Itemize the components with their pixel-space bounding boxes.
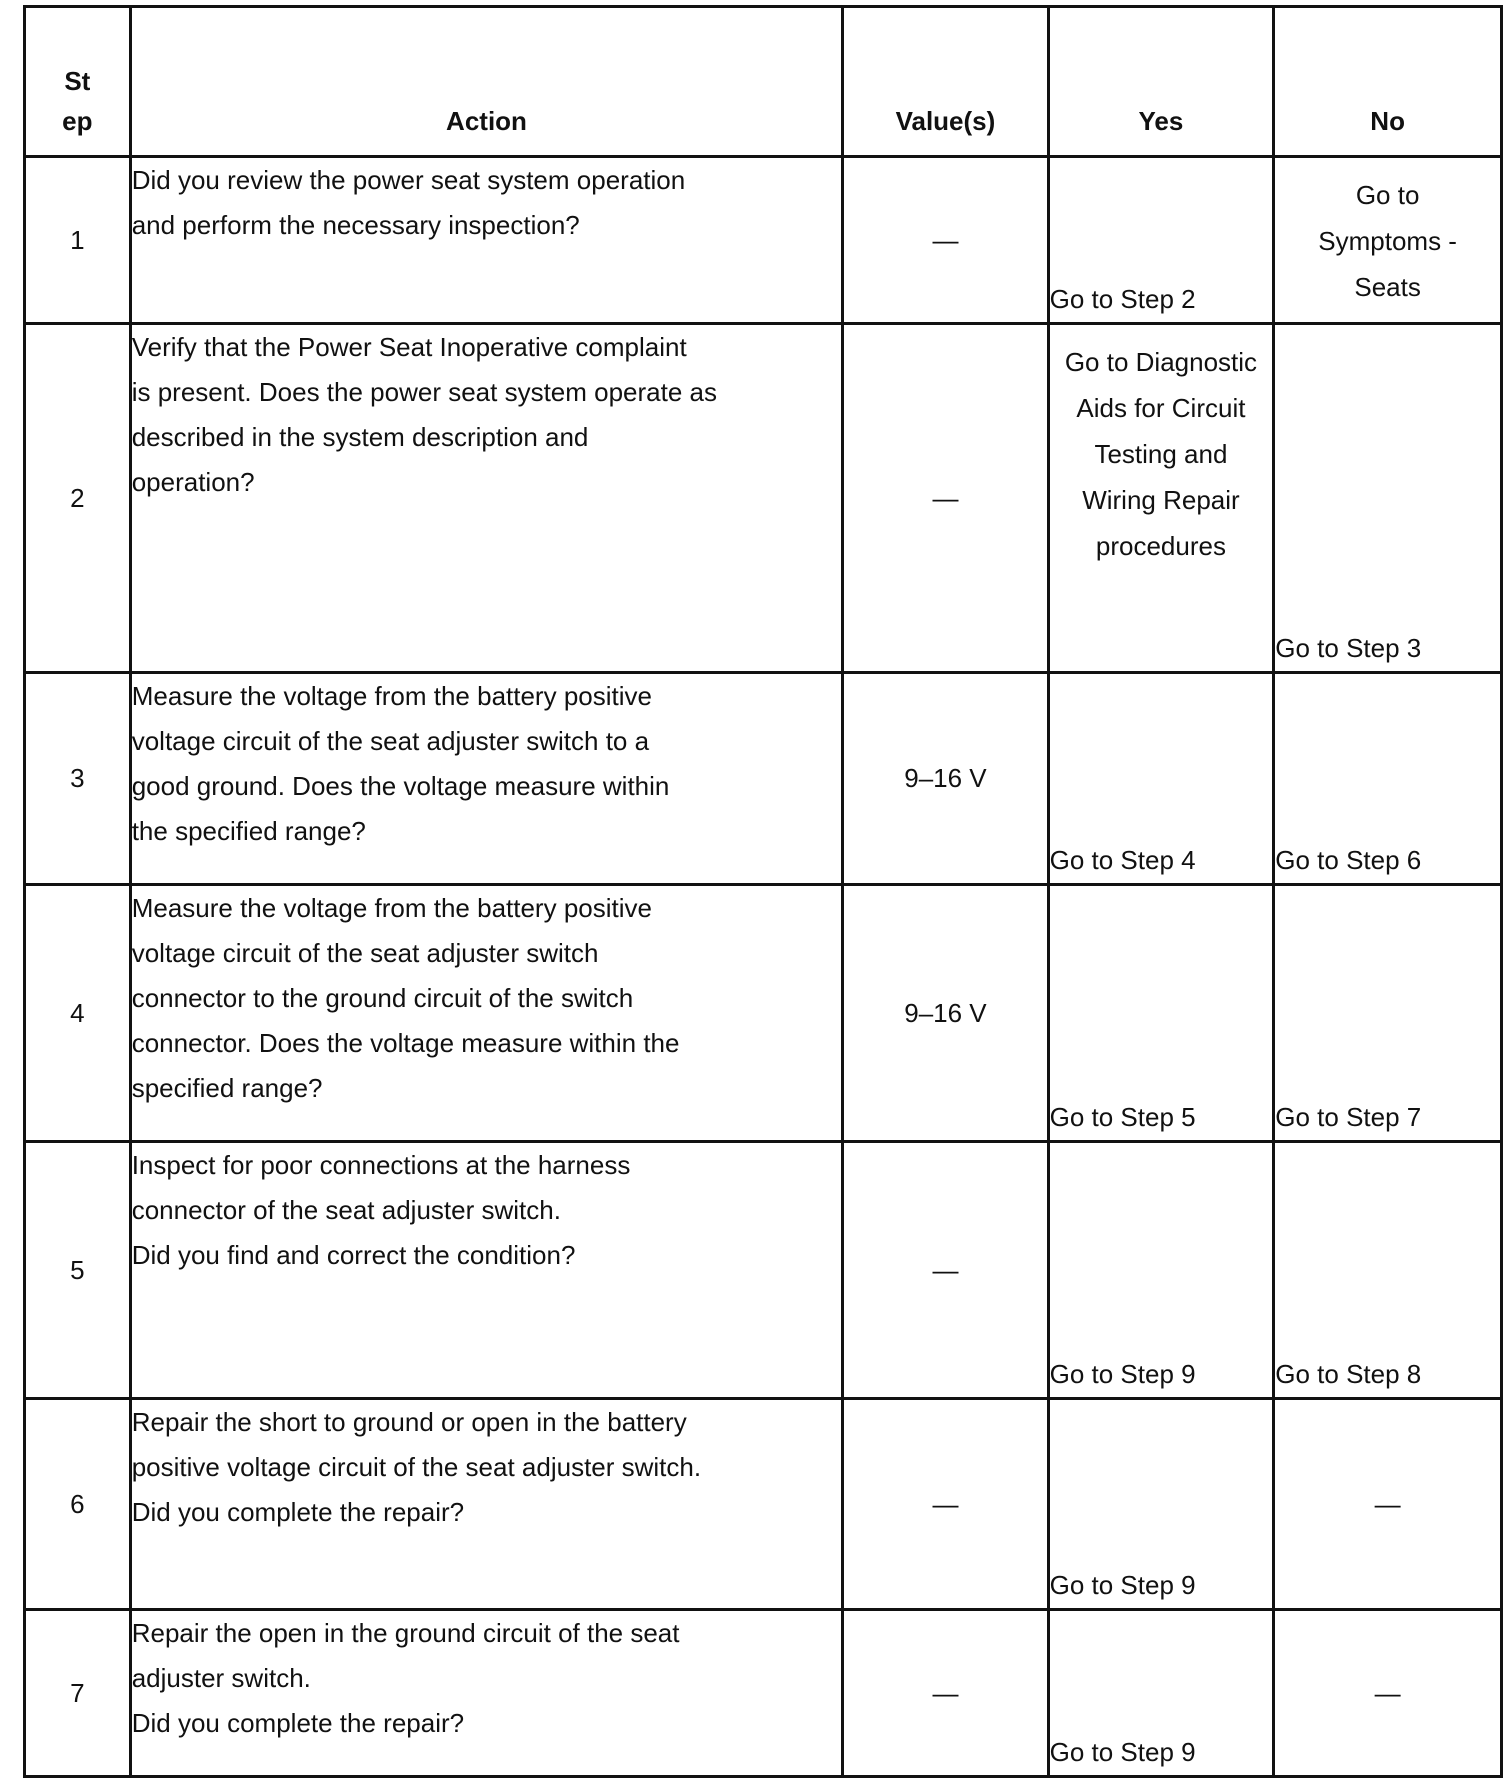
no-cell: Go to Step 6 bbox=[1274, 673, 1502, 885]
yes-cell: Go to Step 2 bbox=[1048, 157, 1274, 324]
value-cell: — bbox=[843, 1610, 1048, 1777]
table-row bbox=[25, 1610, 1502, 1777]
table-row bbox=[25, 1142, 1502, 1399]
table-row bbox=[25, 324, 1502, 673]
action-text: Did you review the power seat system operation and perform the necessary inspection? bbox=[130, 157, 843, 324]
yes-cell: Go to Step 4 bbox=[1048, 673, 1274, 885]
diagnostic-table bbox=[23, 5, 1503, 1778]
table-row bbox=[25, 885, 1502, 1142]
no-cell: — bbox=[1274, 1399, 1502, 1610]
no-cell: Go to Step 8 bbox=[1274, 1142, 1502, 1399]
table-header-row bbox=[25, 7, 1502, 157]
yes-cell: Go to Step 9 bbox=[1048, 1610, 1274, 1777]
yes-cell: Go to Step 9 bbox=[1048, 1399, 1274, 1610]
header-action: Action bbox=[130, 7, 843, 157]
step-number: 5 bbox=[25, 1142, 131, 1399]
yes-cell: Go to Step 9 bbox=[1048, 1142, 1274, 1399]
step-number: 7 bbox=[25, 1610, 131, 1777]
no-cell: Go to Step 7 bbox=[1274, 885, 1502, 1142]
action-text: Measure the voltage from the battery positive voltage circuit of the seat adjuster switch connector to the ground circuit of the switch connector. Does the voltage measure within the specified range? bbox=[130, 885, 843, 1142]
action-text: Inspect for poor connections at the harness connector of the seat adjuster switch. Did you find and correct the condition? bbox=[130, 1142, 843, 1399]
table-row bbox=[25, 157, 1502, 324]
header-no: No bbox=[1274, 7, 1502, 157]
step-number: 1 bbox=[25, 157, 131, 324]
diagnostic-table-sheet bbox=[23, 5, 1503, 1767]
value-cell: 9–16 V bbox=[843, 673, 1048, 885]
step-number: 2 bbox=[25, 324, 131, 673]
action-text: Repair the open in the ground circuit of the seat adjuster switch. Did you complete the repair? bbox=[130, 1610, 843, 1777]
yes-cell: Go to Step 5 bbox=[1048, 885, 1274, 1142]
header-values: Value(s) bbox=[843, 7, 1048, 157]
action-text: Measure the voltage from the battery positive voltage circuit of the seat adjuster switch to a good ground. Does the voltage measure within the specified range? bbox=[130, 673, 843, 885]
yes-cell: Go to Diagnostic Aids for Circuit Testing and Wiring Repair procedures bbox=[1048, 324, 1274, 673]
step-number: 6 bbox=[25, 1399, 131, 1610]
action-text: Repair the short to ground or open in the battery positive voltage circuit of the seat adjuster switch. Did you complete the repair? bbox=[130, 1399, 843, 1610]
value-cell: 9–16 V bbox=[843, 885, 1048, 1142]
value-cell: — bbox=[843, 324, 1048, 673]
value-cell: — bbox=[843, 1142, 1048, 1399]
action-text: Verify that the Power Seat Inoperative complaint is present. Does the power seat system operate as described in the system description and operation? bbox=[130, 324, 843, 673]
value-cell: — bbox=[843, 1399, 1048, 1610]
step-number: 4 bbox=[25, 885, 131, 1142]
no-cell: Go to Symptoms - Seats bbox=[1274, 157, 1502, 324]
header-step: Step bbox=[25, 7, 131, 157]
no-cell: Go to Step 3 bbox=[1274, 324, 1502, 673]
step-number: 3 bbox=[25, 673, 131, 885]
table-row bbox=[25, 673, 1502, 885]
no-cell: — bbox=[1274, 1610, 1502, 1777]
table-row bbox=[25, 1399, 1502, 1610]
header-yes: Yes bbox=[1048, 7, 1274, 157]
value-cell: — bbox=[843, 157, 1048, 324]
